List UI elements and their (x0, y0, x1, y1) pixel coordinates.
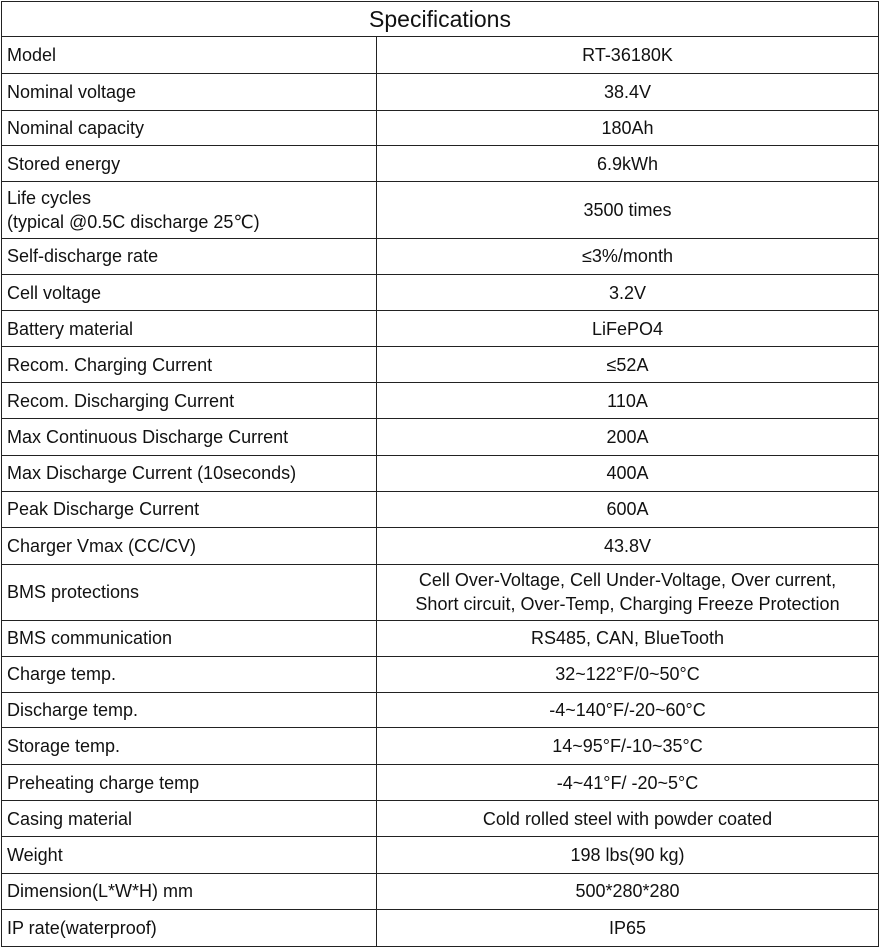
spec-label-cell (2, 909, 377, 946)
table-row (2, 527, 879, 564)
spec-value: Cold rolled steel with powder coated (482, 808, 773, 829)
table-row (2, 801, 879, 837)
title-row (2, 2, 879, 37)
spec-value-cell (377, 656, 879, 692)
spec-label-cell (2, 110, 377, 146)
table-row (2, 491, 879, 527)
spec-label-cell (2, 801, 377, 837)
spec-label-cell (2, 455, 377, 491)
spec-value: 3.2V (608, 282, 647, 303)
table-row (2, 620, 879, 656)
spec-label-cell (2, 274, 377, 311)
table-row (2, 110, 879, 146)
spec-label: Nominal capacity (7, 118, 145, 139)
spec-label: Dimension(L*W*H) mm (7, 881, 194, 902)
spec-value-cell (377, 274, 879, 311)
spec-value: 43.8V (603, 535, 652, 556)
spec-label-cell (2, 146, 377, 182)
table-row (2, 383, 879, 419)
table-row (2, 455, 879, 491)
table-title: Specifications (2, 2, 879, 37)
table-row (2, 765, 879, 801)
spec-label: (typical @0.5C discharge 25℃) (7, 212, 260, 233)
spec-value: Cell Over-Voltage, Cell Under-Voltage, Over current, (418, 570, 837, 591)
table-row (2, 419, 879, 456)
spec-value: RS485, CAN, BlueTooth (530, 628, 725, 649)
spec-value: ≤52A (606, 354, 649, 375)
spec-label-cell (2, 73, 377, 110)
spec-label: Life cycles (7, 188, 92, 209)
spec-value-cell (377, 728, 879, 765)
spec-value-cell (377, 419, 879, 456)
table-row (2, 692, 879, 728)
spec-value-cell (377, 491, 879, 527)
spec-value: 600A (606, 499, 649, 520)
spec-value: IP65 (608, 917, 647, 938)
spec-value: RT-36180K (582, 44, 673, 65)
spec-label: Nominal voltage (7, 81, 137, 102)
spec-value-cell (377, 455, 879, 491)
table-row (2, 311, 879, 347)
spec-value-cell (377, 909, 879, 946)
table-row (2, 656, 879, 692)
spec-value-cell (377, 564, 879, 620)
spec-label: Max Discharge Current (10seconds) (7, 463, 297, 484)
spec-value-cell (377, 692, 879, 728)
spec-value: 110A (607, 390, 648, 411)
spec-value: -4~41°F/ -20~5°C (556, 772, 699, 793)
spec-value: 3500 times (583, 200, 672, 221)
spec-value: 14~95°F/-10~35°C (552, 736, 703, 757)
spec-value: Short circuit, Over-Temp, Charging Freeze Protection (415, 594, 840, 615)
table-row (2, 182, 879, 238)
spec-value: LiFePO4 (591, 318, 664, 339)
spec-label: Max Continuous Discharge Current (7, 426, 289, 447)
spec-value-cell (377, 765, 879, 801)
spec-label-cell (2, 419, 377, 456)
table-row (2, 347, 879, 383)
spec-label-cell (2, 311, 377, 347)
spec-value-cell (377, 527, 879, 564)
spec-label: Self-discharge rate (7, 246, 159, 267)
table-row (2, 564, 879, 620)
spec-value-cell (377, 182, 879, 238)
spec-label: Charger Vmax (CC/CV) (7, 535, 197, 556)
table-row (2, 837, 879, 874)
spec-label-cell (2, 182, 377, 238)
spec-label: Recom. Charging Current (7, 354, 213, 375)
spec-value: 32~122°F/0~50°C (555, 664, 700, 685)
spec-value-cell (377, 347, 879, 383)
spec-value-cell (377, 837, 879, 874)
spec-value-cell (377, 311, 879, 347)
spec-label-cell (2, 491, 377, 527)
spec-value: 180Ah (601, 118, 654, 139)
spec-label-cell (2, 564, 377, 620)
spec-label: Casing material (7, 808, 133, 829)
spec-value: 200A (606, 426, 649, 447)
spec-value: 6.9kWh (596, 153, 659, 174)
spec-label: Weight (7, 845, 63, 866)
spec-value-cell (377, 873, 879, 909)
spec-value-cell (377, 73, 879, 110)
spec-label: Preheating charge temp (7, 772, 200, 793)
spec-label-cell (2, 347, 377, 383)
spec-label: BMS communication (7, 628, 173, 649)
spec-value-cell (377, 238, 879, 274)
spec-value-cell (377, 36, 879, 73)
table-row (2, 73, 879, 110)
spec-value: 500*280*280 (575, 881, 680, 902)
spec-label: BMS protections (7, 582, 140, 603)
spec-label: Charge temp. (7, 664, 117, 685)
table-row (2, 873, 879, 909)
spec-label-cell (2, 656, 377, 692)
table-row (2, 36, 879, 73)
table-row (2, 146, 879, 182)
spec-label-cell (2, 873, 377, 909)
spec-label: Stored energy (7, 153, 121, 174)
spec-value-cell (377, 110, 879, 146)
table-row (2, 274, 879, 311)
spec-value-cell (377, 801, 879, 837)
spec-label: Storage temp. (7, 736, 121, 757)
spec-value: ≤3%/month (582, 246, 673, 267)
spec-label-cell (2, 36, 377, 73)
specifications-body (2, 2, 879, 947)
spec-label-cell (2, 383, 377, 419)
spec-label: Model (7, 44, 57, 65)
spec-label-cell (2, 765, 377, 801)
spec-label-cell (2, 692, 377, 728)
spec-value-cell (377, 146, 879, 182)
spec-value: 400A (606, 463, 649, 484)
spec-value: -4~140°F/-20~60°C (549, 700, 706, 721)
spec-label: Cell voltage (7, 282, 102, 303)
table-row (2, 238, 879, 274)
specifications-table (1, 1, 879, 947)
spec-value-cell (377, 383, 879, 419)
spec-label: Peak Discharge Current (7, 499, 200, 520)
spec-label-cell (2, 728, 377, 765)
spec-label: IP rate(waterproof) (7, 917, 157, 938)
spec-label-cell (2, 837, 377, 874)
spec-label: Recom. Discharging Current (7, 390, 235, 411)
table-row (2, 909, 879, 946)
spec-label-cell (2, 238, 377, 274)
spec-label: Battery material (7, 318, 134, 339)
spec-value: 38.4V (603, 81, 652, 102)
spec-value: 198 lbs(90 kg) (570, 845, 685, 866)
spec-label-cell (2, 620, 377, 656)
table-row (2, 728, 879, 765)
spec-label: Discharge temp. (7, 700, 139, 721)
spec-value-cell (377, 620, 879, 656)
spec-label-cell (2, 527, 377, 564)
